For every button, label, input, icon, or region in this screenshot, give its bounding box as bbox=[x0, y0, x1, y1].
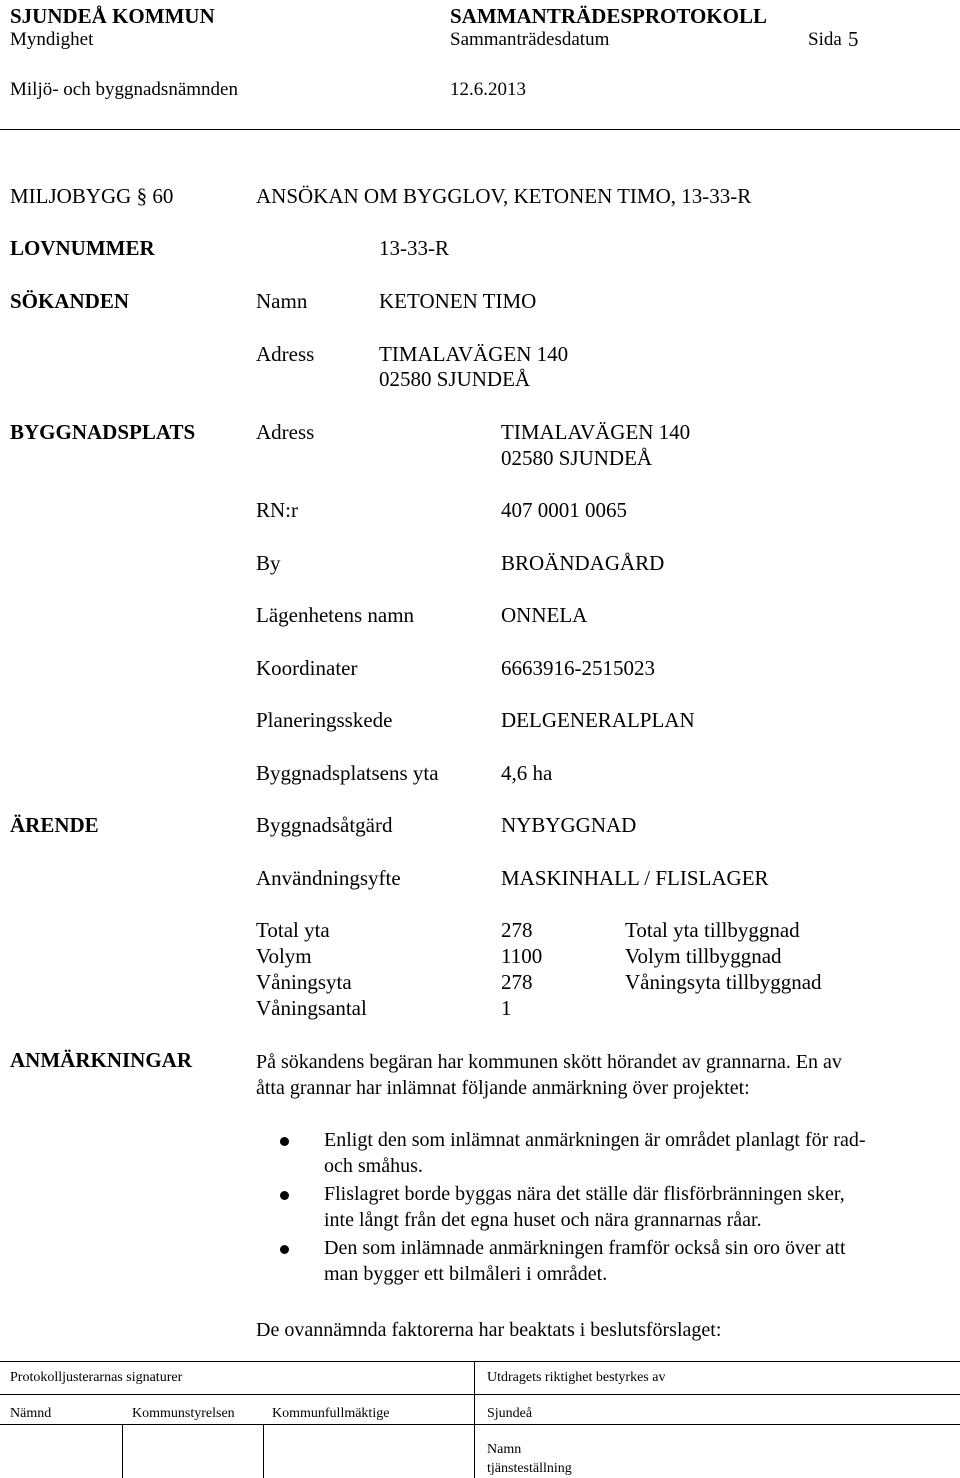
building-action: NYBYGGNAD bbox=[501, 813, 637, 837]
list-item-line: Flislagret borde byggas nära det ställe där flisförbränningen sker, bbox=[324, 1183, 845, 1205]
case-title: ANSÖKAN OM BYGGLOV, KETONEN TIMO, 13-33-R bbox=[256, 184, 752, 208]
footer-top-rule bbox=[0, 1361, 960, 1362]
building-action-label: Byggnadsåtgärd bbox=[256, 813, 393, 837]
permit-number-label: LOVNUMMER bbox=[10, 236, 155, 260]
bullet-icon bbox=[280, 1191, 289, 1200]
metric-label: Volym bbox=[256, 944, 312, 968]
permit-number: 13-33-R bbox=[379, 236, 449, 260]
site-field-label: Byggnadsplatsens yta bbox=[256, 761, 439, 785]
bullet-icon bbox=[280, 1245, 289, 1254]
usage-purpose-label: Användningsyfte bbox=[256, 866, 401, 890]
site-field-label: Lägenhetens namn bbox=[256, 603, 415, 627]
matter-section-label: ÄRENDE bbox=[10, 813, 99, 837]
site-field-label: Koordinater bbox=[256, 656, 358, 680]
meeting-date: 12.6.2013 bbox=[450, 79, 526, 100]
list-item bbox=[270, 1235, 950, 1287]
metric-extra-label: Volym tillbyggnad bbox=[625, 944, 782, 968]
metric-value: 278 bbox=[501, 918, 533, 942]
authority-label: Myndighet bbox=[10, 29, 94, 50]
date-label: Sammanträdesdatum bbox=[450, 29, 610, 50]
org-name: SJUNDEÅ KOMMUN bbox=[10, 4, 215, 28]
remarks-intro bbox=[256, 1049, 956, 1101]
site-field-value: ONNELA bbox=[501, 603, 588, 627]
list-item-line: Enligt den som inlämnat anmärkningen är området planlagt för rad- bbox=[324, 1129, 866, 1151]
applicant-address-line1: TIMALAVÄGEN 140 bbox=[379, 342, 569, 366]
page-label: Sida bbox=[808, 29, 842, 50]
metric-label: Total yta bbox=[256, 918, 330, 942]
verifier-name-label: Namn bbox=[487, 1442, 522, 1457]
remarks-section-label: ANMÄRKNINGAR bbox=[10, 1048, 192, 1072]
remarks-intro-line: åtta grannar har inlämnat följande anmärkning över projektet: bbox=[256, 1077, 750, 1099]
footer-col-divider bbox=[263, 1424, 264, 1478]
site-field-label: Planeringsskede bbox=[256, 708, 393, 732]
site-field-value: 6663916-2515023 bbox=[501, 656, 655, 680]
metric-extra-label: Våningsyta tillbyggnad bbox=[625, 970, 822, 994]
site-address-line2: 02580 SJUNDEÅ bbox=[501, 446, 653, 470]
applicant-section-label: SÖKANDEN bbox=[10, 289, 130, 313]
metric-extra-label: Total yta tillbyggnad bbox=[625, 918, 800, 942]
remarks-list bbox=[270, 1127, 950, 1289]
site-field-label: RN:r bbox=[256, 498, 298, 522]
site-field-value: BROÄNDAGÅRD bbox=[501, 551, 665, 575]
applicant-address-label: Adress bbox=[256, 342, 315, 366]
applicant-name-label: Namn bbox=[256, 289, 308, 313]
list-item bbox=[270, 1127, 950, 1179]
signature-col-council: Kommunfullmäktige bbox=[272, 1406, 390, 1421]
site-field-value: DELGENERALPLAN bbox=[501, 708, 695, 732]
page-number: 5 bbox=[848, 27, 859, 51]
footer-mid-rule bbox=[0, 1394, 960, 1395]
signatures-label: Protokolljusterarnas signaturer bbox=[10, 1370, 183, 1385]
footer-vertical-divider bbox=[474, 1361, 475, 1478]
footer-lower-rule bbox=[0, 1424, 960, 1425]
verifier-position-label: tjänsteställning bbox=[487, 1461, 572, 1476]
list-item-line: Den som inlämnade anmärkningen framför också sin oro över att bbox=[324, 1237, 846, 1259]
site-address-line1: TIMALAVÄGEN 140 bbox=[501, 420, 691, 444]
metric-value: 1 bbox=[501, 996, 512, 1020]
case-reference: MILJOBYGG § 60 bbox=[10, 184, 174, 208]
site-field-label: By bbox=[256, 551, 281, 575]
verified-by-label: Utdragets riktighet bestyrkes av bbox=[487, 1370, 666, 1385]
applicant-address-line2: 02580 SJUNDEÅ bbox=[379, 367, 531, 391]
document-type: SAMMANTRÄDESPROTOKOLL bbox=[450, 4, 767, 28]
metric-value: 278 bbox=[501, 970, 533, 994]
footer-col-divider bbox=[122, 1424, 123, 1478]
metric-value: 1100 bbox=[501, 944, 543, 968]
list-item-line: inte långt från det egna huset och nära grannarnas råar. bbox=[324, 1209, 762, 1231]
bullet-icon bbox=[280, 1137, 289, 1146]
authority-name: Miljö- och byggnadsnämnden bbox=[10, 79, 238, 100]
list-item-line: man bygger ett bilmåleri i området. bbox=[324, 1263, 608, 1285]
metric-label: Våningsantal bbox=[256, 996, 367, 1020]
signature-col-executive: Kommunstyrelsen bbox=[132, 1406, 235, 1421]
site-section-label: BYGGNADSPLATS bbox=[10, 420, 196, 444]
remarks-intro-line: På sökandens begäran har kommunen skött hörandet av grannarna. En av bbox=[256, 1051, 842, 1073]
site-field-value: 407 0001 0065 bbox=[501, 498, 627, 522]
site-field-value: 4,6 ha bbox=[501, 761, 553, 785]
verification-place: Sjundeå bbox=[487, 1406, 533, 1421]
list-item-line: och småhus. bbox=[324, 1155, 423, 1177]
header-divider bbox=[0, 129, 960, 130]
site-address-label: Adress bbox=[256, 420, 315, 444]
metric-label: Våningsyta bbox=[256, 970, 352, 994]
applicant-name: KETONEN TIMO bbox=[379, 289, 537, 313]
remarks-closing: De ovannämnda faktorerna har beaktats i beslutsförslaget: bbox=[256, 1319, 722, 1341]
signature-col-board: Nämnd bbox=[10, 1406, 52, 1421]
list-item bbox=[270, 1181, 950, 1233]
usage-purpose: MASKINHALL / FLISLAGER bbox=[501, 866, 769, 890]
